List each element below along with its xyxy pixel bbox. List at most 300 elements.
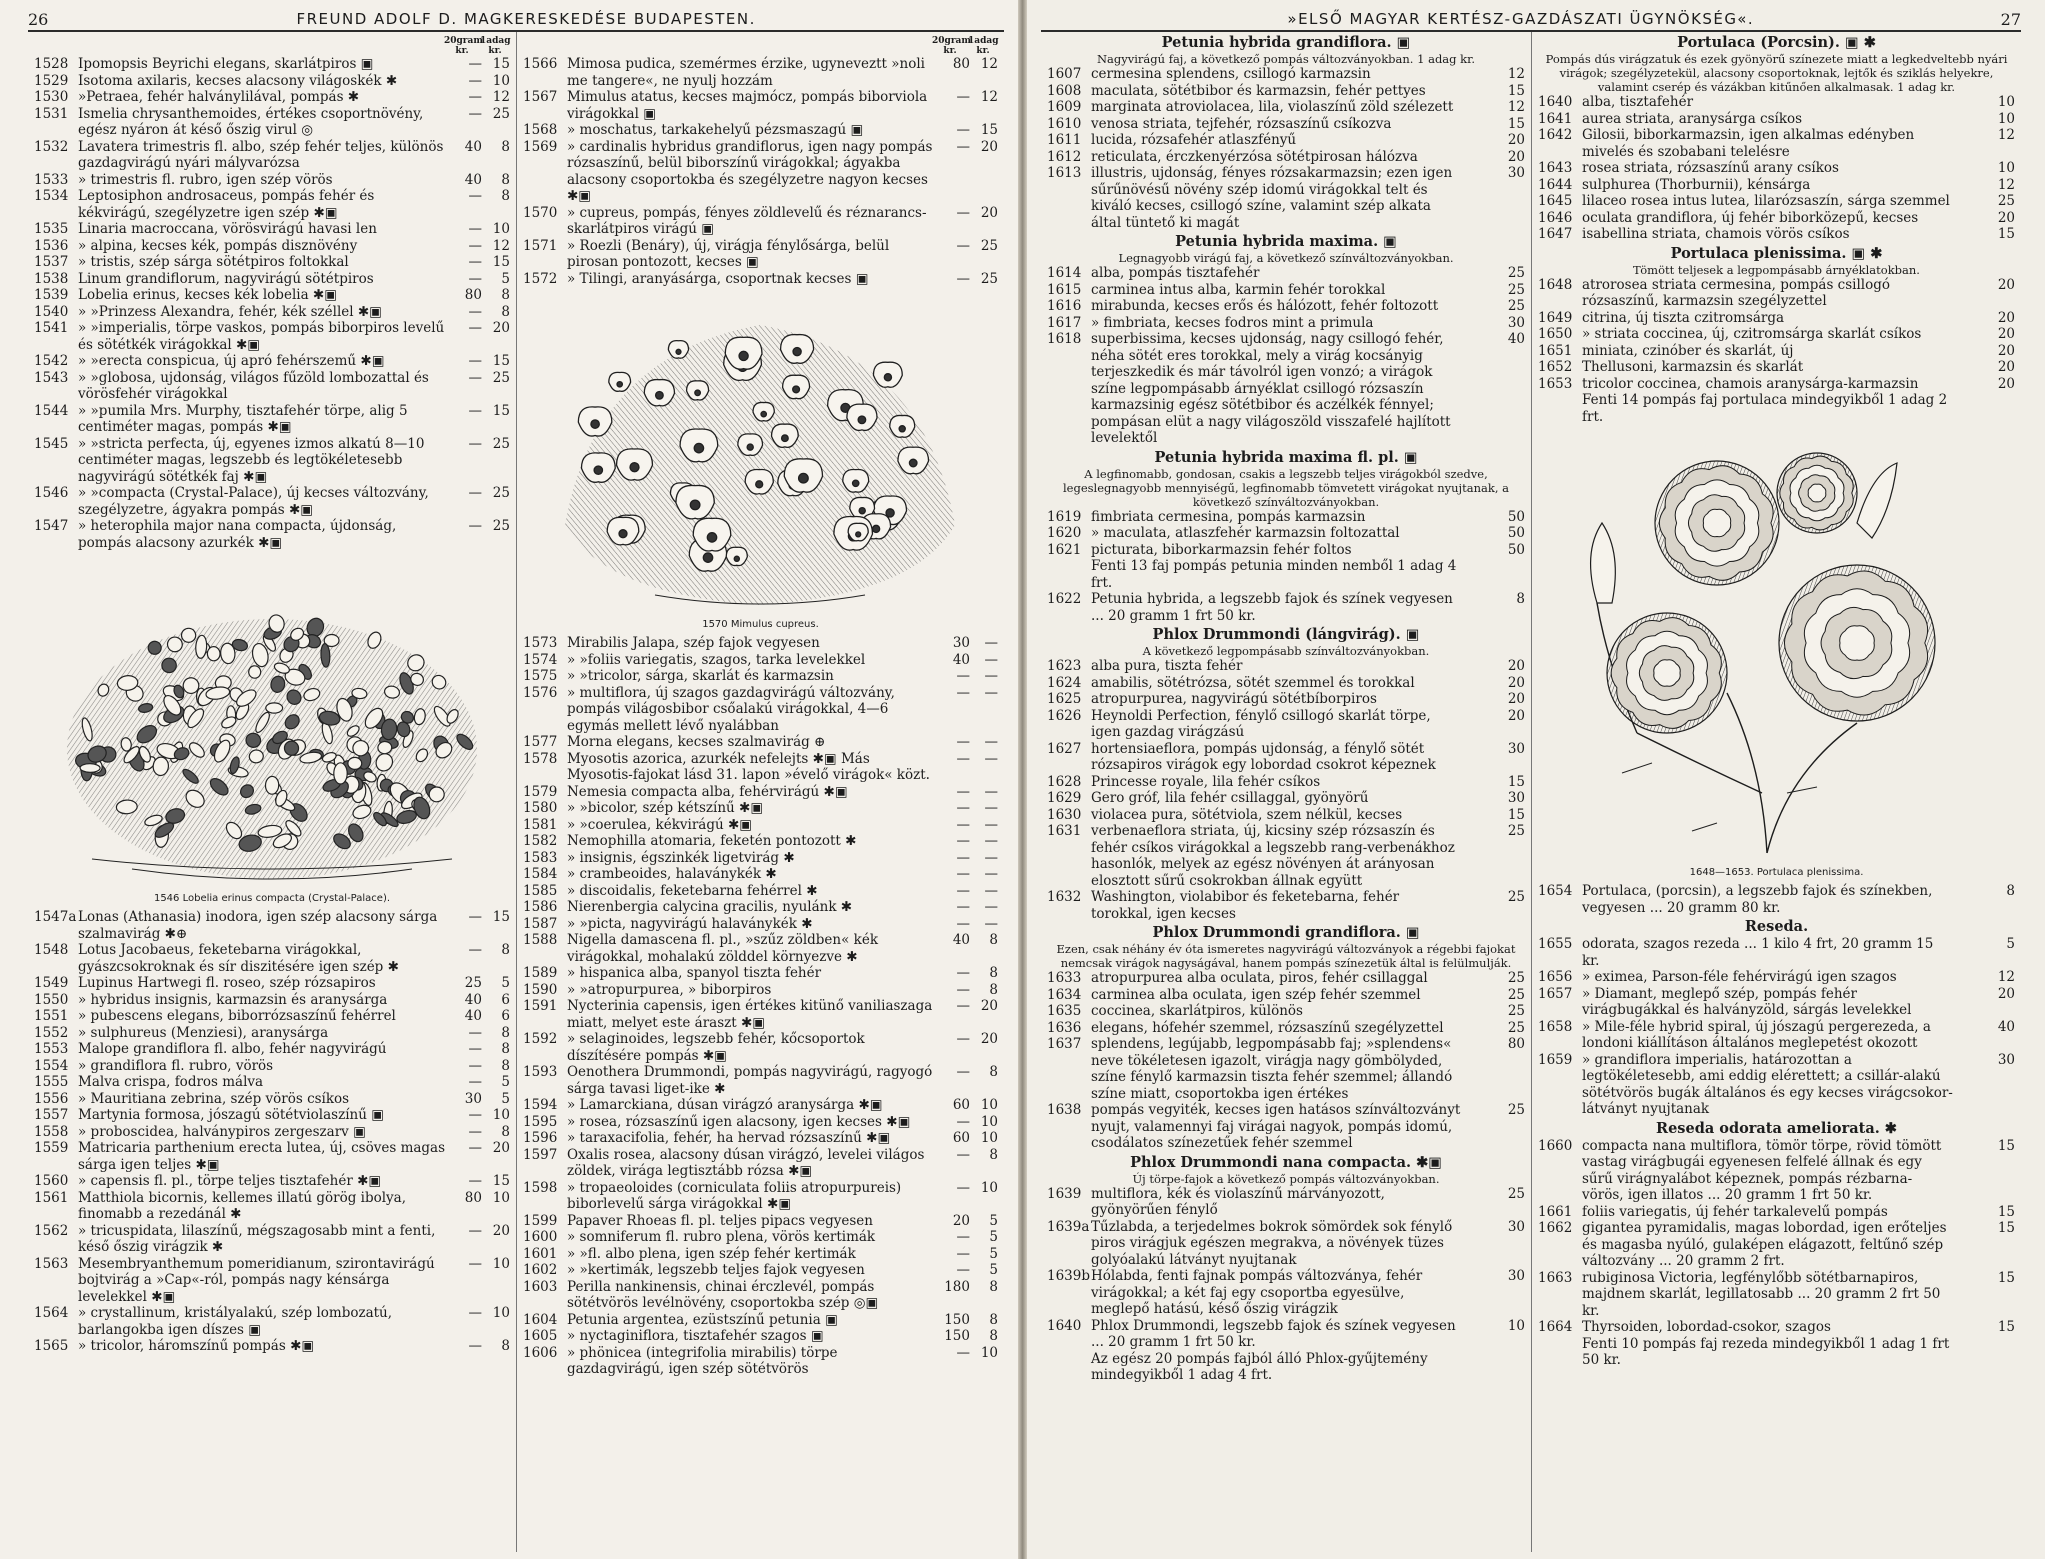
entry-text: » sulphureus (Menziesi), aranysárga bbox=[78, 1024, 329, 1041]
entry-number: 1530 bbox=[34, 89, 69, 105]
entry-list bbox=[34, 56, 510, 551]
catalog-entry bbox=[1047, 542, 1525, 559]
entry-number: 1582 bbox=[522, 833, 558, 849]
entry-text: superbissima, kecses ujdonság, nagy csillogó fehér, néha sötét eres torokkal, mely a virág kocsányig terjeszkedik és már távolról igen vonzó; a virágok színe legpompásabb árnyéklat csillogó rózsaszín karmazsinig egész sötétbibor és aczélkék fénnyel; pompásan elüt a nagy világoszöld visszafelé hajlított levelektől bbox=[1091, 331, 1451, 446]
catalog-entry bbox=[34, 1107, 510, 1124]
entry-number: 1639a bbox=[1047, 1218, 1090, 1235]
catalog-entry bbox=[523, 1180, 998, 1213]
price-portion: 10 bbox=[1507, 1317, 1525, 1334]
mimulus-illustration bbox=[535, 295, 985, 615]
entry-number: 1641 bbox=[1538, 110, 1573, 127]
catalog-entry bbox=[34, 172, 510, 189]
entry-text: Oxalis rosea, alacsony dúsan virágzó, levelei világos zöldek, virága legtisztább rózsa ✱▣ bbox=[566, 1146, 925, 1179]
price-gram: — bbox=[956, 899, 970, 915]
price-portion: 5 bbox=[501, 1090, 510, 1107]
entry-list bbox=[1538, 277, 2015, 426]
entry-number: 1588 bbox=[522, 932, 558, 948]
entry-number: 1643 bbox=[1538, 160, 1573, 176]
entry-text: sulphurea (Thorburnii), kénsárga bbox=[1582, 176, 1811, 193]
price-gram: — bbox=[468, 369, 482, 386]
catalog-entry bbox=[1538, 392, 2015, 425]
entry-number: 1637 bbox=[1047, 1036, 1082, 1052]
entry-text: Morna elegans, kecses szalmavirág ⊕ bbox=[566, 734, 826, 750]
catalog-entry bbox=[523, 1130, 998, 1147]
entry-number: 1620 bbox=[1047, 525, 1082, 541]
entry-text: Az egész 20 pompás fajból álló Phlox-gyűjtemény mindegyikből 1 adag 4 frt. bbox=[1091, 1350, 1428, 1383]
price-gram: — bbox=[468, 72, 482, 89]
entry-number: 1574 bbox=[522, 651, 558, 668]
entry-text: elegans, hófehér szemmel, rózsaszínű szegélyzettel bbox=[1091, 1019, 1444, 1036]
entry-text: mirabunda, kecses erős és hálózott, fehér foltozott bbox=[1091, 298, 1439, 314]
entry-text: » proboscidea, halványpiros zergeszarv ▣ bbox=[78, 1123, 366, 1140]
entry-text: » »fl. albo plena, igen szép fehér kertimák bbox=[566, 1245, 856, 1262]
column-1 bbox=[28, 32, 516, 1552]
price-gram: — bbox=[956, 998, 970, 1014]
price-gram: 40 bbox=[464, 1008, 482, 1024]
catalog-entry bbox=[34, 56, 510, 73]
entry-number: 1547a bbox=[34, 909, 77, 925]
price-portion: 15 bbox=[1507, 806, 1525, 823]
entry-number: 1602 bbox=[522, 1262, 558, 1278]
price-portion: 50 bbox=[1507, 508, 1525, 525]
entry-text: verbenaeflora striata, új, kicsiny szép rózsaszín és fehér csíkos virágokkal a legszebb rang-verbenákhoz hasonlók, melyek az egész növényen át arányosan elosztott sűrű csokrokban állnak együtt bbox=[1091, 823, 1455, 889]
entry-text: foliis variegatis, új fehér tarkalevelű pompás bbox=[1582, 1203, 1888, 1220]
catalog-entry bbox=[34, 403, 510, 436]
column-4 bbox=[1531, 32, 2021, 1552]
price-portion: 5 bbox=[989, 1245, 998, 1262]
entry-text: » Roezli (Benáry), új, virágja fénylősárga, belül pirosan pontozott, kecses ▣ bbox=[566, 237, 890, 270]
price-portion: 50 bbox=[1507, 525, 1525, 541]
entry-text: Martynia formosa, jószagú sötétviolaszínű ▣ bbox=[78, 1107, 384, 1123]
entry-number: 1648 bbox=[1538, 276, 1573, 293]
price-portion: 10 bbox=[980, 1344, 998, 1361]
price-portion: 25 bbox=[1507, 1185, 1525, 1202]
entry-text: atropurpurea, nagyvirágú sötétbíborpiros bbox=[1091, 691, 1377, 707]
entry-text: gigantea pyramidalis, magas lobordad, igen erőteljes és magasba nyúló, gulaképen elágazott, feltűnő szép változvány ... 20 gramm 2 frt. bbox=[1582, 1220, 1947, 1269]
price-portion: 20 bbox=[492, 1140, 510, 1156]
price-portion: 10 bbox=[980, 1097, 998, 1113]
catalog-entry bbox=[1047, 970, 1525, 987]
entry-text: Nemesia compacta alba, fehérvirágú ✱▣ bbox=[566, 783, 848, 800]
entry-text: venosa striata, tejfehér, rózsaszínű csíkozva bbox=[1091, 115, 1392, 132]
price-gram: — bbox=[468, 1057, 482, 1074]
catalog-entry bbox=[1047, 83, 1525, 100]
entry-number: 1584 bbox=[522, 866, 558, 882]
unit-gram: 20gram kr. bbox=[932, 36, 971, 56]
catalog-entry bbox=[34, 1025, 510, 1042]
entry-text: violacea pura, sötétviola, szem nélkül, kecses bbox=[1091, 806, 1403, 823]
entry-number: 1550 bbox=[34, 991, 69, 1008]
catalog-entry bbox=[1538, 326, 2015, 343]
price-portion: 8 bbox=[501, 303, 510, 320]
lobelia-illustration bbox=[52, 559, 492, 889]
entry-number: 1618 bbox=[1047, 331, 1082, 347]
catalog-entry bbox=[34, 320, 510, 353]
catalog-entry bbox=[34, 1041, 510, 1058]
catalog-entry bbox=[1538, 210, 2015, 227]
entry-text: » »coerulea, kékvirágú ✱▣ bbox=[566, 816, 753, 833]
entry-number: 1657 bbox=[1538, 985, 1573, 1002]
price-gram: — bbox=[956, 89, 970, 105]
mimulus-engraving bbox=[535, 295, 985, 615]
section-note: A következő legpompásabb színváltozványokban. bbox=[1142, 644, 1430, 658]
entry-number: 1551 bbox=[34, 1008, 69, 1024]
entry-text: » taraxacifolia, fehér, ha hervad rózsaszínű ✱▣ bbox=[566, 1130, 891, 1146]
entry-number: 1639b bbox=[1047, 1268, 1090, 1284]
entry-text: » phönicea (integrifolia mirabilis) törpe gazdagvirágú, igen szép sötétvörös bbox=[566, 1344, 838, 1377]
price-portion: 10 bbox=[1997, 160, 2015, 176]
price-gram: — bbox=[956, 981, 970, 998]
catalog-entry bbox=[34, 89, 510, 106]
catalog-entry bbox=[523, 850, 998, 867]
price-portion: 25 bbox=[1507, 1019, 1525, 1036]
catalog-entry bbox=[1538, 111, 2015, 128]
price-portion: 8 bbox=[501, 1024, 510, 1041]
entry-text: » heterophila major nana compacta, újdonság, pompás alacsony azurkék ✱▣ bbox=[78, 518, 397, 551]
price-portion: 20 bbox=[980, 998, 998, 1014]
entry-text: Gero gróf, lila fehér csillaggal, gyönyörű bbox=[1091, 790, 1369, 806]
price-gram: — bbox=[468, 353, 482, 369]
price-portion: 40 bbox=[1997, 1018, 2015, 1035]
entry-text: » fimbriata, kecses fodros mint a primula bbox=[1091, 314, 1374, 331]
price-portion: — bbox=[984, 668, 998, 684]
entry-text: reticulata, érczkenyérzósa sötétpirosan hálózva bbox=[1091, 148, 1418, 165]
entry-number: 1598 bbox=[522, 1179, 558, 1196]
price-gram: — bbox=[956, 1179, 970, 1196]
entry-number: 1617 bbox=[1047, 314, 1082, 331]
entry-text: » discoidalis, feketebarna fehérrel ✱ bbox=[566, 882, 818, 899]
price-portion: 8 bbox=[989, 1328, 998, 1344]
entry-number: 1532 bbox=[34, 138, 69, 155]
price-portion: 10 bbox=[492, 72, 510, 89]
entry-text: Heynoldi Perfection, fénylő csillogó skarlát törpe, igen gazdag virágzású bbox=[1091, 707, 1431, 740]
entry-text: Washington, violabibor és feketebarna, fehér torokkal, igen kecses bbox=[1091, 889, 1400, 922]
entry-number: 1662 bbox=[1538, 1220, 1573, 1236]
entry-text: » insignis, égszinkék ligetvirág ✱ bbox=[566, 849, 795, 866]
price-portion: — bbox=[984, 734, 998, 750]
entry-text: splendens, legújabb, legpompásabb faj; »splendens« neve tökéletesen igazolt, virágja nagy gömbölyded, színe fénylő karmazsin tiszta fehér szemmel; állandó színe miatt, csoportokba igen értékes bbox=[1091, 1036, 1453, 1102]
entry-number: 1583 bbox=[522, 849, 558, 866]
price-gram: — bbox=[956, 882, 970, 899]
catalog-entry bbox=[34, 1124, 510, 1141]
catalog-entry bbox=[1047, 509, 1525, 526]
price-gram: — bbox=[468, 1255, 482, 1272]
section-note: A legfinomabb, gondosan, csakis a legszebb teljes virágokból szedve, legeslegnagyobb mennyiségű, legfinomabb tömvetett virágokat nyujtanak, a következő színváltozványokban. bbox=[1062, 466, 1510, 509]
entry-text: » grandiflora fl. rubro, vörös bbox=[78, 1057, 274, 1074]
entry-number: 1601 bbox=[522, 1245, 558, 1262]
catalog-entry bbox=[523, 916, 998, 933]
price-portion: 10 bbox=[492, 1305, 510, 1321]
entry-number: 1611 bbox=[1047, 132, 1082, 148]
entry-number: 1590 bbox=[522, 981, 558, 998]
catalog-entry bbox=[1047, 691, 1525, 708]
catalog-entry bbox=[523, 1064, 998, 1097]
catalog-entry bbox=[523, 1031, 998, 1064]
catalog-entry bbox=[34, 1190, 510, 1223]
entry-text: Portulaca, (porcsin), a legszebb fajok és színekben, vegyesen ... 20 gramm 80 kr. bbox=[1582, 883, 1933, 916]
entry-text: » »erecta conspicua, új apró fehérszemű ✱▣ bbox=[78, 353, 385, 369]
price-gram: — bbox=[956, 849, 970, 866]
entry-text: » multiflora, új szagos gazdagvirágú változvány, pompás világosbibor csőalakú virágokkal, 4—6 egymás mellett lévő nyalábban bbox=[566, 684, 895, 734]
price-gram: — bbox=[468, 1041, 482, 1057]
price-portion: 5 bbox=[501, 270, 510, 287]
entry-number: 1567 bbox=[522, 89, 558, 105]
entry-text: lucida, rózsafehér atlaszfényű bbox=[1091, 132, 1297, 148]
entry-text: » »foliis variegatis, szagos, tarka levelekkel bbox=[566, 651, 866, 668]
price-portion: 5 bbox=[501, 975, 510, 991]
entry-text: » tropaeoloides (corniculata foliis atropurpureis) biborlevelű sárga virágokkal ✱▣ bbox=[566, 1179, 902, 1212]
price-portion: 10 bbox=[492, 1189, 510, 1206]
price-portion: 12 bbox=[1997, 127, 2015, 143]
entry-text: Oenothera Drummondi, pompás nagyvirágú, ragyogó sárga tavasi liget-ike ✱ bbox=[566, 1064, 933, 1097]
entry-text: » Diamant, meglepő szép, pompás fehér virágbugákkal és halványzöld, sárgás levelekkel bbox=[1582, 985, 1912, 1018]
price-gram: — bbox=[468, 942, 482, 958]
price-gram: — bbox=[468, 1305, 482, 1321]
entry-number: 1558 bbox=[34, 1123, 69, 1140]
entry-number: 1639 bbox=[1047, 1185, 1082, 1202]
price-gram: — bbox=[956, 270, 970, 287]
catalog-entry bbox=[34, 1223, 510, 1256]
price-portion: 20 bbox=[1997, 342, 2015, 359]
price-portion: 20 bbox=[1997, 359, 2015, 375]
catalog-entry bbox=[34, 238, 510, 255]
entry-text: Linaria macroccana, vörösvirágú havasi len bbox=[78, 221, 377, 237]
price-gram: 40 bbox=[952, 932, 970, 948]
price-portion: 5 bbox=[989, 1262, 998, 1278]
entry-text: » striata coccinea, új, czitromsárga skarlát csíkos bbox=[1582, 326, 1922, 342]
entry-text: » Mauritiana zebrina, szép vörös csíkos bbox=[78, 1090, 350, 1107]
entry-number: 1544 bbox=[34, 402, 69, 419]
catalog-entry bbox=[1538, 1220, 2015, 1270]
price-portion: 20 bbox=[492, 1222, 510, 1239]
catalog-entry bbox=[1538, 936, 2015, 969]
price-portion: 20 bbox=[1507, 148, 1525, 165]
price-gram: — bbox=[468, 89, 482, 105]
catalog-entry bbox=[34, 992, 510, 1009]
entry-number: 1642 bbox=[1538, 127, 1573, 143]
catalog-entry bbox=[34, 1074, 510, 1091]
entry-number: 1609 bbox=[1047, 99, 1082, 115]
entry-number: 1599 bbox=[522, 1212, 558, 1229]
price-portion: 15 bbox=[492, 909, 510, 925]
entry-text: pompás vegyiték, kecses igen hatásos színváltozványt nyujt, valamennyi faj virágai nagyok, pompás idomú, csodálatos színezetűek fehér szemmel bbox=[1091, 1102, 1461, 1151]
entry-text: carminea intus alba, karmin fehér torokkal bbox=[1091, 281, 1386, 298]
section-note: Ezen, csak néhány év óta ismeretes nagyvirágú változványok a régebbi fajokat nemcsak virágok nagyságával, hanem pompás színezetük által is felülmulják. bbox=[1056, 942, 1516, 970]
entry-number: 1585 bbox=[522, 882, 558, 899]
price-portion: 8 bbox=[501, 287, 510, 303]
price-portion: 25 bbox=[1997, 193, 2015, 209]
entry-number: 1545 bbox=[34, 435, 69, 452]
price-portion: 30 bbox=[1507, 165, 1525, 181]
catalog-entry bbox=[523, 1279, 998, 1312]
catalog-entry bbox=[523, 1097, 998, 1114]
catalog-entry bbox=[523, 1312, 998, 1329]
entry-number: 1595 bbox=[522, 1113, 558, 1130]
entry-number: 1571 bbox=[522, 237, 558, 254]
unit-header bbox=[523, 32, 998, 56]
price-portion: 10 bbox=[980, 1130, 998, 1146]
price-portion: — bbox=[984, 915, 998, 932]
price-portion: 5 bbox=[989, 1229, 998, 1245]
entry-number: 1614 bbox=[1047, 265, 1082, 281]
running-head-left bbox=[28, 8, 1004, 32]
entry-number: 1664 bbox=[1538, 1319, 1573, 1335]
price-portion: 12 bbox=[492, 89, 510, 105]
running-title: FREUND ADOLF D. MAGKERESKEDÉSE BUDAPESTEN. bbox=[296, 10, 756, 28]
entry-number: 1560 bbox=[34, 1173, 69, 1189]
catalog-entry bbox=[523, 883, 998, 900]
price-portion: 8 bbox=[1516, 591, 1525, 607]
catalog-entry bbox=[34, 909, 510, 942]
entry-text: Nycterinia capensis, igen értékes kitünő vaniliaszaga miatt, melyet este áraszt ✱▣ bbox=[566, 998, 933, 1031]
entry-number: 1547 bbox=[34, 518, 69, 534]
entry-number: 1537 bbox=[34, 254, 69, 270]
price-gram: — bbox=[468, 303, 482, 320]
entry-text: » »compacta (Crystal-Palace), új kecses változvány, szegélyzetre, ágyakra pompás ✱▣ bbox=[78, 485, 429, 518]
catalog-entry bbox=[1047, 1186, 1525, 1219]
entry-text: Myosotis azorica, azurkék nefelejts ✱▣ Más Myosotis-fajokat lásd 31. lapon »évelő virágok« közt. bbox=[566, 750, 930, 783]
price-gram: 20 bbox=[952, 1212, 970, 1229]
entry-text: Ismelia chrysanthemoides, értékes csoportnövény, egész nyáron át késő őszig virul ◎ bbox=[78, 105, 424, 138]
entry-text: Fenti 13 faj pompás petunia minden nemből 1 adag 4 frt. bbox=[1091, 558, 1457, 591]
price-gram: — bbox=[468, 221, 482, 237]
price-gram: — bbox=[956, 750, 970, 767]
price-portion: 20 bbox=[1997, 985, 2015, 1002]
price-portion: 15 bbox=[1997, 1203, 2015, 1220]
price-gram: — bbox=[956, 965, 970, 981]
entry-text: maculata, sötétbibor és karmazsin, fehér pettyes bbox=[1091, 82, 1426, 99]
entry-number: 1549 bbox=[34, 975, 69, 991]
entry-number: 1622 bbox=[1047, 591, 1082, 607]
price-portion: 25 bbox=[492, 105, 510, 122]
price-portion: 30 bbox=[1507, 740, 1525, 757]
price-portion: — bbox=[984, 800, 998, 816]
catalog-entry bbox=[1047, 1020, 1525, 1037]
price-gram: — bbox=[468, 188, 482, 204]
catalog-entry bbox=[1538, 1052, 2015, 1118]
entry-number: 1626 bbox=[1047, 707, 1082, 724]
entry-number: 1538 bbox=[34, 270, 69, 287]
entry-text: Tűzlabda, a terjedelmes bokrok sömördek sok fénylő piros virágjuk egészen megrakva, a növények tüzes golyóalakú látványt nyujtanak bbox=[1091, 1218, 1453, 1268]
catalog-entry bbox=[523, 56, 998, 89]
entry-number: 1557 bbox=[34, 1107, 69, 1123]
price-gram: — bbox=[468, 320, 482, 336]
catalog-entry bbox=[1538, 127, 2015, 160]
section-note: Tömött teljesek a legpompásabb árnyéklatokban. bbox=[1633, 262, 1920, 277]
price-portion: 8 bbox=[501, 1123, 510, 1140]
entry-number: 1636 bbox=[1047, 1019, 1082, 1036]
catalog-entry bbox=[34, 942, 510, 975]
entry-text: » grandiflora imperialis, határozottan a legtökéletesebb, ami eddig elérettett; a csillár-alakú sötétvörös bugák általános és egy kecses virágcsokor-látványt nyujtanak bbox=[1582, 1051, 1953, 1117]
entry-text: oculata grandiflora, új fehér biborközepű, kecses bbox=[1582, 209, 1919, 226]
entry-number: 1531 bbox=[34, 105, 69, 122]
entry-text: » tricuspidata, lilaszínű, mégszagosabb mint a fenti, késő őszig virágzik ✱ bbox=[78, 1222, 436, 1255]
price-gram: 40 bbox=[464, 138, 482, 155]
entry-number: 1592 bbox=[522, 1031, 558, 1047]
catalog-entry bbox=[523, 998, 998, 1031]
entry-number: 1658 bbox=[1538, 1018, 1573, 1035]
price-portion: 50 bbox=[1507, 541, 1525, 558]
price-portion: 20 bbox=[1997, 309, 2015, 326]
column-2 bbox=[516, 32, 1004, 1552]
right-page bbox=[1027, 0, 2045, 1559]
price-portion: 8 bbox=[989, 965, 998, 981]
price-gram: — bbox=[956, 122, 970, 138]
entry-text: » moschatus, tarkakehelyű pézsmaszagú ▣ bbox=[566, 122, 864, 138]
price-portion: — bbox=[984, 866, 998, 882]
catalog-entry bbox=[523, 238, 998, 271]
entry-text: » nyctaginiflora, tisztafehér szagos ▣ bbox=[566, 1328, 824, 1344]
catalog-entry bbox=[1538, 883, 2015, 916]
price-portion: 8 bbox=[989, 932, 998, 948]
entry-text: » crambeoides, halaványkék ✱ bbox=[566, 866, 777, 882]
price-gram: — bbox=[468, 518, 482, 534]
catalog-entry bbox=[1538, 310, 2015, 327]
entry-number: 1610 bbox=[1047, 115, 1082, 132]
price-portion: 30 bbox=[1997, 1051, 2015, 1068]
entry-number: 1559 bbox=[34, 1140, 69, 1156]
entry-number: 1621 bbox=[1047, 541, 1082, 558]
entry-number: 1555 bbox=[34, 1074, 69, 1090]
entry-number: 1645 bbox=[1538, 193, 1573, 209]
catalog-entry bbox=[1047, 1036, 1525, 1102]
entry-text: cermesina splendens, csillogó karmazsin bbox=[1091, 66, 1371, 82]
catalog-entry bbox=[34, 1008, 510, 1025]
price-portion: 20 bbox=[980, 1031, 998, 1047]
entry-number: 1661 bbox=[1538, 1203, 1573, 1220]
entry-text: Fenti 14 pompás faj portulaca mindegyikből 1 adag 2 frt. bbox=[1582, 392, 1948, 425]
price-gram: — bbox=[956, 1064, 970, 1080]
entry-text: Mimosa pudica, szemérmes érzike, ugyneveztt »noli me tangere«, ne nyulj hozzám bbox=[566, 56, 925, 89]
price-gram: — bbox=[956, 1344, 970, 1361]
entry-list bbox=[1538, 1138, 2015, 1369]
entry-number: 1579 bbox=[522, 783, 558, 800]
price-gram: — bbox=[468, 1173, 482, 1189]
catalog-entry bbox=[1538, 1336, 2015, 1369]
catalog-entry bbox=[1047, 165, 1525, 231]
price-gram: 60 bbox=[952, 1097, 970, 1113]
catalog-entry bbox=[1047, 315, 1525, 332]
section-title: Reseda. bbox=[1744, 918, 1809, 935]
entry-text: » alpina, kecses kék, pompás disznövény bbox=[78, 237, 358, 254]
catalog-entry bbox=[523, 205, 998, 238]
catalog-entry bbox=[1047, 774, 1525, 791]
price-portion: 12 bbox=[1507, 99, 1525, 115]
section-note: Új törpe-fajok a következő pompás változványokban. bbox=[1132, 1171, 1440, 1186]
lobelia-engraving bbox=[52, 559, 492, 889]
entry-text: Phlox Drummondi, legszebb fajok és színek vegyesen ... 20 gramm 1 frt 50 kr. bbox=[1091, 1317, 1456, 1350]
price-portion: 8 bbox=[989, 1278, 998, 1295]
catalog-entry bbox=[523, 668, 998, 685]
entry-text: citrina, új tiszta czitromsárga bbox=[1582, 309, 1785, 326]
price-portion: 15 bbox=[1507, 115, 1525, 132]
price-portion: — bbox=[984, 635, 998, 651]
price-portion: 30 bbox=[1507, 1268, 1525, 1284]
price-portion: 20 bbox=[492, 320, 510, 336]
entry-text: » Lamarckiana, dúsan virágzó aranysárga ✱▣ bbox=[566, 1097, 883, 1113]
price-portion: 6 bbox=[501, 1008, 510, 1024]
entry-text: » tristis, szép sárga sötétpiros foltokkal bbox=[78, 254, 349, 270]
entry-number: 1638 bbox=[1047, 1102, 1082, 1118]
catalog-entry bbox=[523, 982, 998, 999]
price-gram: 80 bbox=[464, 287, 482, 303]
entry-number: 1603 bbox=[522, 1278, 558, 1295]
entry-text: picturata, biborkarmazsin fehér foltos bbox=[1091, 541, 1352, 558]
entry-number: 1632 bbox=[1047, 889, 1082, 905]
catalog-entry bbox=[34, 1140, 510, 1173]
catalog-entry bbox=[1047, 790, 1525, 807]
entry-text: »Petraea, fehér halványlilával, pompás ✱ bbox=[78, 89, 360, 105]
